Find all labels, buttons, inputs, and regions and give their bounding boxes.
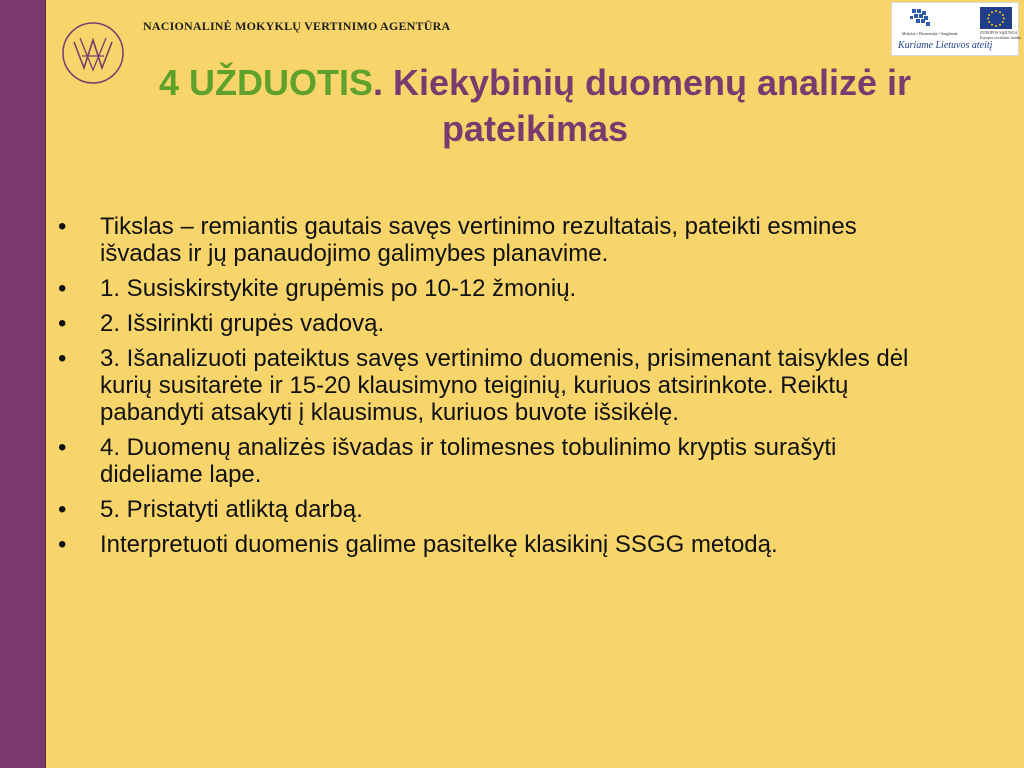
list-item bbox=[58, 310, 938, 337]
list-item-text: 5. Pristatyti atliktą darbą. bbox=[100, 496, 363, 523]
bullet-icon: • bbox=[58, 275, 67, 302]
eu-line-1: EUROPOS SĄJUNGA bbox=[980, 30, 1018, 35]
list-item bbox=[58, 275, 938, 302]
list-item bbox=[58, 496, 938, 523]
list-item bbox=[58, 345, 938, 426]
eu-line-2: Europos socialinis fondas bbox=[980, 35, 1022, 40]
bullet-icon: • bbox=[58, 310, 67, 337]
list-item bbox=[58, 213, 938, 267]
partner-logo bbox=[891, 2, 1022, 56]
bullet-icon: • bbox=[58, 345, 67, 372]
bullet-icon: • bbox=[58, 496, 67, 523]
list-item-text: 1. Susiskirstykite grupėmis po 10-12 žmonių. bbox=[100, 275, 577, 302]
bullet-icon: • bbox=[58, 213, 67, 240]
agency-name: NACIONALINĖ MOKYKLŲ VERTINIMO AGENTŪRA bbox=[143, 19, 451, 33]
bullet-icon: • bbox=[58, 434, 67, 461]
bullet-icon: • bbox=[58, 531, 67, 558]
list-item-text: Tikslas – remiantis gautais savęs vertinimo rezultatais, pateikti esmines išvadas ir jų panaudojimo galimybes planavime. bbox=[100, 213, 857, 267]
list-item-text: 2. Išsirinkti grupės vadovą. bbox=[100, 310, 385, 337]
slide-title bbox=[150, 60, 920, 152]
bullet-list bbox=[58, 213, 938, 566]
partner-logo-line: Mokslas • Ekonomika • Sanglauda bbox=[902, 31, 958, 36]
slide-title-highlight: 4 UŽDUOTIS bbox=[158, 62, 373, 103]
list-item-text: 3. Išanalizuoti pateiktus savęs vertinimo duomenis, prisimenant taisykles dėl kurių susitarėte ir 15-20 klausimyno teiginių, kuriuos atsirinkote. Reiktų pabandyti atsakyti į klausimus, kuriuos buvote išsikėlę. bbox=[100, 345, 909, 426]
agency-logo-icon bbox=[52, 12, 134, 94]
partner-slogan: Kuriame Lietuvos ateitį bbox=[898, 40, 993, 51]
list-item bbox=[58, 434, 938, 488]
list-item bbox=[58, 531, 938, 558]
list-item-text: 4. Duomenų analizės išvadas ir tolimesnes tobulinimo kryptis surašyti dideliame lape. bbox=[100, 434, 837, 488]
slide-title-rest: . Kiekybinių duomenų analizė ir pateikimas bbox=[372, 62, 912, 149]
left-side-bar bbox=[0, 0, 46, 768]
list-item-text: Interpretuoti duomenis galime pasitelkę klasikinį SSGG metodą. bbox=[100, 531, 778, 558]
